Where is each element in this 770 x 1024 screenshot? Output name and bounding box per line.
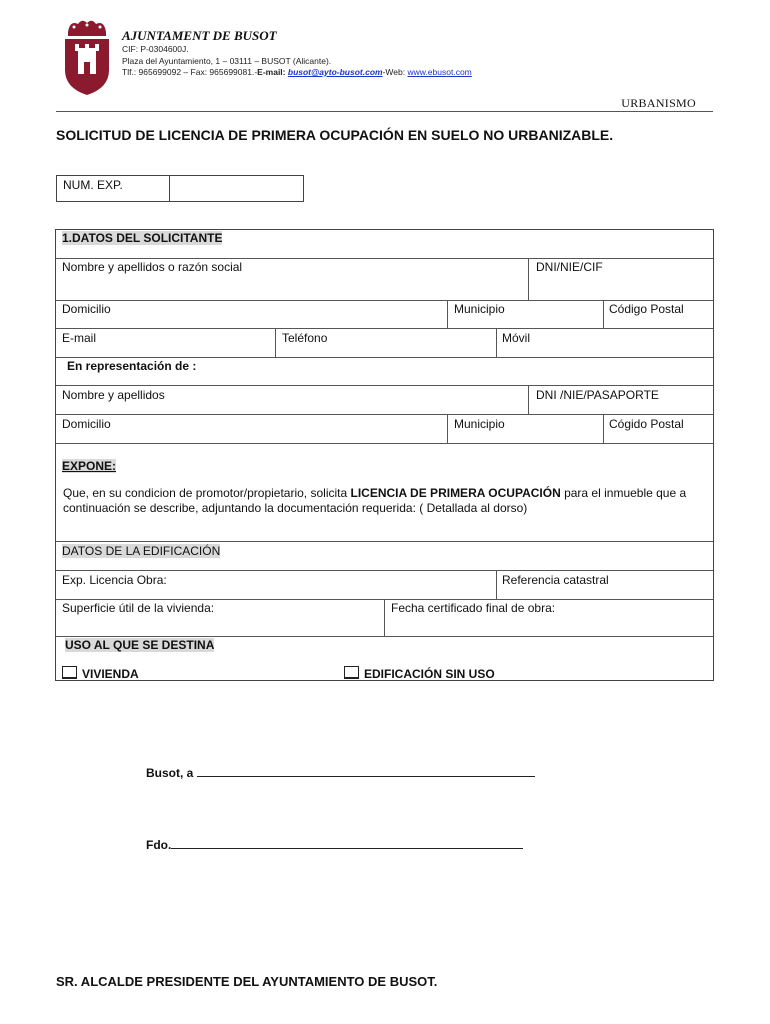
org-email-label: E-mail: bbox=[257, 67, 286, 77]
col-divider bbox=[603, 300, 604, 329]
applicant-email-label: E-mail bbox=[62, 331, 97, 345]
org-contact bbox=[122, 67, 472, 77]
col-divider bbox=[447, 414, 448, 444]
org-web-label: -Web: bbox=[382, 67, 406, 77]
expone-text-after: para el inmueble que a continuación se describe, adjuntando la documentación requerida: ( Detallada al dorso) bbox=[63, 486, 687, 515]
col-divider bbox=[384, 599, 385, 637]
vivienda-label: VIVIENDA bbox=[82, 667, 139, 681]
col-divider bbox=[528, 258, 529, 301]
row-divider bbox=[56, 414, 713, 415]
representative-postal-label: Cógido Postal bbox=[609, 417, 684, 431]
org-phone-fax: Tlf.: 965699092 – Fax: 965699081.- bbox=[122, 67, 258, 77]
expone-text-bold: LICENCIA DE PRIMERA OCUPACIÓN bbox=[350, 486, 561, 500]
expone-heading: EXPONE: bbox=[62, 459, 117, 473]
org-address: Plaza del Ayuntamiento, 1 – 03111 – BUSOT (Alicante). bbox=[122, 56, 332, 66]
use-heading: USO AL QUE SE DESTINA bbox=[65, 638, 215, 652]
building-license-label: Exp. Licencia Obra: bbox=[62, 573, 167, 587]
expone-text-before: Que, en su condicion de promotor/propietario, solicita bbox=[63, 486, 348, 500]
vivienda-checkbox[interactable] bbox=[62, 666, 77, 679]
representation-heading: En representación de : bbox=[67, 359, 197, 373]
application-form bbox=[55, 229, 714, 681]
applicant-postal-label: Código Postal bbox=[609, 302, 684, 316]
col-divider bbox=[603, 414, 604, 444]
document-title: SOLICITUD DE LICENCIA DE PRIMERA OCUPACIÓN EN SUELO NO URBANIZABLE. bbox=[56, 127, 614, 143]
applicant-name-label: Nombre y apellidos o razón social bbox=[62, 260, 243, 274]
row-divider bbox=[56, 385, 713, 386]
building-surface-label: Superficie útil de la vivienda: bbox=[62, 601, 215, 615]
col-divider bbox=[496, 570, 497, 600]
municipal-coat-of-arms-icon bbox=[62, 18, 112, 96]
row-divider bbox=[56, 328, 713, 329]
building-certificate-label: Fecha certificado final de obra: bbox=[391, 601, 556, 615]
row-divider bbox=[56, 570, 713, 571]
org-email-link[interactable]: busot@ayto-busot.com bbox=[287, 67, 383, 77]
place-date-label: Busot, a bbox=[146, 766, 194, 780]
num-exp-label: NUM. EXP. bbox=[63, 178, 123, 192]
applicant-municipality-label: Municipio bbox=[454, 302, 505, 316]
header-divider bbox=[56, 111, 713, 112]
building-cadastral-label: Referencia catastral bbox=[502, 573, 609, 587]
org-name: AJUNTAMENT DE BUSOT bbox=[122, 28, 277, 43]
col-divider bbox=[528, 385, 529, 415]
applicant-mobile-label: Móvil bbox=[502, 331, 531, 345]
building-heading: DATOS DE LA EDIFICACIÓN bbox=[62, 544, 221, 558]
place-date-line bbox=[146, 766, 535, 780]
col-divider bbox=[447, 300, 448, 329]
applicant-dni-label: DNI/NIE/CIF bbox=[536, 260, 603, 274]
col-divider bbox=[275, 328, 276, 358]
signature-field[interactable] bbox=[171, 838, 523, 849]
representative-address-label: Domicilio bbox=[62, 417, 111, 431]
department-label: URBANISMO bbox=[621, 96, 696, 110]
num-exp-divider bbox=[169, 176, 170, 201]
row-divider bbox=[56, 300, 713, 301]
applicant-phone-label: Teléfono bbox=[282, 331, 328, 345]
addressee: SR. ALCALDE PRESIDENTE DEL AYUNTAMIENTO DE BUSOT. bbox=[56, 974, 438, 989]
edificacion-sin-uso-checkbox[interactable] bbox=[344, 666, 359, 679]
signature-label: Fdo. bbox=[146, 838, 172, 852]
row-divider bbox=[56, 443, 713, 444]
applicant-address-label: Domicilio bbox=[62, 302, 111, 316]
representative-dni-label: DNI /NIE/PASAPORTE bbox=[536, 388, 659, 402]
row-divider bbox=[56, 541, 713, 542]
row-divider bbox=[56, 357, 713, 358]
representative-municipality-label: Municipio bbox=[454, 417, 505, 431]
org-web-link[interactable]: www.ebusot.com bbox=[407, 67, 472, 77]
edificacion-sin-uso-label: EDIFICACIÓN SIN USO bbox=[364, 667, 495, 681]
applicant-heading: 1.DATOS DEL SOLICITANTE bbox=[62, 231, 223, 245]
col-divider bbox=[496, 328, 497, 358]
place-date-field[interactable] bbox=[197, 766, 535, 777]
representative-name-label: Nombre y apellidos bbox=[62, 388, 165, 402]
row-divider bbox=[56, 258, 713, 259]
org-cif: CIF: P-0304600J. bbox=[122, 44, 189, 54]
num-exp-box bbox=[56, 175, 304, 202]
signature-line bbox=[146, 838, 523, 852]
expone-statement bbox=[63, 486, 708, 516]
